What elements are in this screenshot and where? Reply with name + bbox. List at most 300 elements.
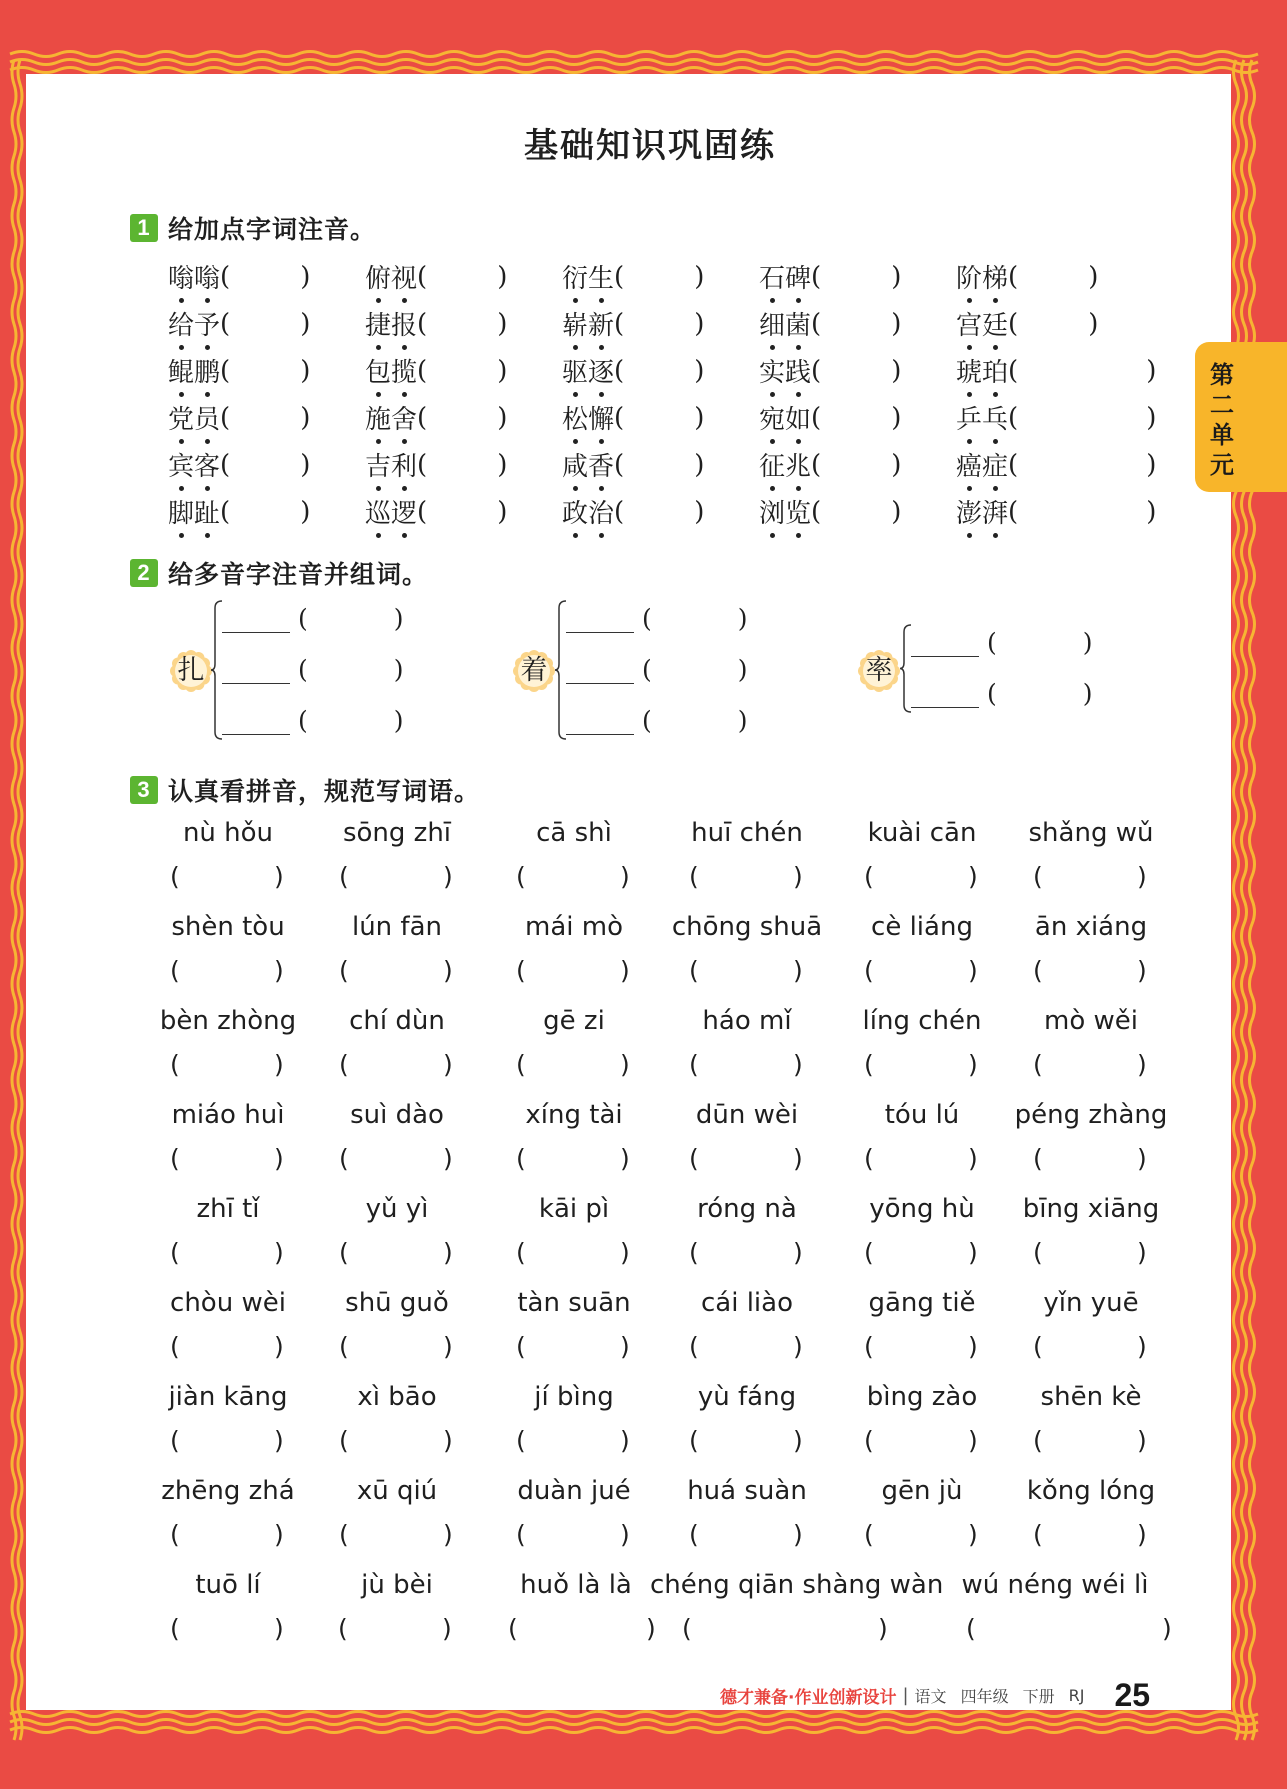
answer-close-paren: )	[443, 956, 453, 985]
pinyin-word-item	[956, 493, 1156, 530]
answer-blank[interactable]	[980, 1614, 1150, 1644]
pinyin-prompt: xū qiú	[356, 1476, 438, 1506]
pinyin-prompt: shēn kè	[1040, 1382, 1142, 1412]
answer-open-paren: (	[170, 1050, 180, 1079]
answer-blank[interactable]	[696, 1614, 866, 1644]
answer-close-paren: )	[274, 956, 284, 985]
answer-blank[interactable]	[184, 1614, 262, 1644]
pinyin-prompt: tàn suān	[517, 1288, 631, 1318]
answer-open-paren: (	[298, 655, 308, 684]
answer-blank[interactable]	[703, 862, 781, 892]
pinyin-word-item	[365, 258, 507, 295]
answer-blank[interactable]	[353, 1332, 431, 1362]
answer-open-paren: (	[1033, 1238, 1043, 1267]
pinyin-prompt: gē zi	[543, 1006, 605, 1036]
answer-open-paren: (	[689, 1332, 699, 1361]
answer-blank[interactable]	[353, 1426, 431, 1456]
answer-open-paren: (	[1033, 1050, 1043, 1079]
answer-open-paren: (	[298, 706, 308, 735]
answer-blank[interactable]	[1047, 1520, 1125, 1550]
polyphonic-char-badge	[857, 649, 901, 693]
answer-open-paren: (	[339, 862, 349, 891]
pinyin-prompt: nù hǒu	[182, 818, 274, 848]
answer-open-paren: (	[642, 706, 652, 735]
pinyin-word-item	[365, 493, 507, 530]
answer-open-paren: (	[417, 261, 428, 292]
answer-open-paren: (	[1033, 1332, 1043, 1361]
answer-close-paren: )	[1146, 355, 1157, 386]
answer-close-paren: )	[793, 1426, 803, 1455]
word-blank-line[interactable]	[222, 657, 290, 684]
dotted-character: 嗡	[168, 258, 194, 295]
answer-close-paren: )	[443, 1332, 453, 1361]
answer-blank[interactable]	[352, 1614, 430, 1644]
pinyin-word-item	[759, 258, 901, 295]
pinyin-prompt: wú néng wéi lì	[961, 1570, 1149, 1600]
answer-close-paren: )	[300, 308, 311, 339]
answer-blank[interactable]	[878, 1332, 956, 1362]
answer-close-paren: )	[620, 1050, 630, 1079]
answer-open-paren: (	[614, 402, 625, 433]
page-title: 基础知识巩固练	[524, 126, 776, 166]
answer-close-paren: )	[300, 261, 311, 292]
answer-open-paren: (	[339, 1520, 349, 1549]
answer-blank[interactable]	[530, 1426, 608, 1456]
pinyin-prompt: dūn wèi	[695, 1100, 799, 1130]
polyphonic-answer-row	[911, 628, 1093, 657]
answer-close-paren: )	[443, 1238, 453, 1267]
answer-open-paren: (	[1008, 261, 1019, 292]
answer-close-paren: )	[1137, 862, 1147, 891]
answer-open-paren: (	[220, 355, 231, 386]
dotted-character: 湃	[982, 493, 1008, 530]
dotted-character: 宛	[759, 399, 785, 436]
pinyin-prompt: shǎng wǔ	[1028, 818, 1154, 848]
pinyin-word-item	[365, 446, 507, 483]
answer-blank[interactable]	[184, 1238, 262, 1268]
pinyin-word-item	[759, 352, 901, 389]
answer-blank[interactable]	[703, 1332, 781, 1362]
word-blank-line[interactable]	[566, 657, 634, 684]
answer-close-paren: )	[620, 956, 630, 985]
dotted-character: 员	[194, 399, 220, 436]
answer-close-paren: )	[1137, 1050, 1147, 1079]
answer-open-paren: (	[864, 1332, 874, 1361]
answer-blank[interactable]	[184, 1332, 262, 1362]
answer-open-paren: (	[614, 308, 625, 339]
answer-close-paren: )	[793, 1144, 803, 1173]
answer-open-paren: (	[811, 449, 822, 480]
pinyin-prompt: róng nà	[697, 1194, 797, 1224]
page-footer	[720, 1677, 1150, 1714]
answer-close-paren: )	[443, 1520, 453, 1549]
polyphonic-char-badge	[169, 649, 213, 693]
answer-open-paren: (	[339, 1238, 349, 1267]
answer-open-paren: (	[516, 1520, 526, 1549]
answer-open-paren: (	[220, 261, 231, 292]
dotted-character: 脚	[168, 493, 194, 530]
word-blank-line[interactable]	[566, 606, 634, 633]
answer-blank[interactable]	[184, 1144, 262, 1174]
dotted-character: 吉	[365, 446, 391, 483]
footer-separator: |	[902, 1685, 909, 1706]
question-1-header	[130, 210, 376, 246]
pinyin-prompt: háo mǐ	[702, 1006, 792, 1036]
answer-blank[interactable]	[184, 1520, 262, 1550]
answer-close-paren: )	[1146, 449, 1157, 480]
pinyin-word-item	[956, 446, 1156, 483]
dotted-character: 如	[785, 399, 811, 436]
answer-close-paren: )	[620, 1426, 630, 1455]
answer-open-paren: (	[516, 1050, 526, 1079]
polyphonic-answer-row	[566, 604, 748, 633]
answer-open-paren: (	[864, 862, 874, 891]
answer-blank[interactable]	[703, 1238, 781, 1268]
answer-close-paren: )	[891, 261, 902, 292]
answer-open-paren: (	[1008, 355, 1019, 386]
footer-subject: 语文	[914, 1687, 947, 1706]
answer-open-paren: (	[1008, 496, 1019, 527]
question-1-number: 1	[130, 214, 158, 242]
pinyin-prompt: bìng zào	[866, 1382, 978, 1412]
answer-blank[interactable]	[530, 1520, 608, 1550]
unit-side-tab-label: 第二单元	[1210, 361, 1234, 479]
answer-close-paren: )	[878, 1614, 888, 1643]
answer-open-paren: (	[1033, 1426, 1043, 1455]
dotted-character: 新	[588, 305, 614, 342]
dotted-character: 揽	[391, 352, 417, 389]
answer-open-paren: (	[689, 1520, 699, 1549]
pinyin-prompt: bīng xiāng	[1022, 1194, 1160, 1224]
pinyin-prompt: cái liào	[700, 1288, 793, 1318]
pinyin-prompt: gāng tiě	[868, 1288, 976, 1318]
answer-blank[interactable]	[184, 862, 262, 892]
pinyin-word-item	[562, 352, 704, 389]
answer-close-paren: )	[1088, 261, 1099, 292]
dotted-character: 鹏	[194, 352, 220, 389]
answer-blank[interactable]	[184, 1426, 262, 1456]
answer-open-paren: (	[516, 1332, 526, 1361]
answer-close-paren: )	[891, 449, 902, 480]
pinyin-word-item	[168, 305, 310, 342]
answer-close-paren: )	[793, 956, 803, 985]
question-2-number: 2	[130, 559, 158, 587]
answer-open-paren: (	[682, 1614, 692, 1643]
polyphonic-char: 扎	[177, 655, 205, 686]
dotted-character: 咸	[562, 446, 588, 483]
answer-blank[interactable]	[703, 956, 781, 986]
pinyin-word-item	[365, 399, 507, 436]
answer-blank[interactable]	[353, 1520, 431, 1550]
answer-blank[interactable]	[184, 1050, 262, 1080]
word-blank-line[interactable]	[566, 708, 634, 735]
dotted-character: 衍	[562, 258, 588, 295]
dotted-character: 客	[194, 446, 220, 483]
answer-open-paren: (	[170, 1144, 180, 1173]
answer-close-paren: )	[393, 655, 404, 684]
dotted-character: 香	[588, 446, 614, 483]
answer-open-paren: (	[516, 1426, 526, 1455]
answer-blank[interactable]	[353, 1050, 431, 1080]
answer-open-paren: (	[689, 956, 699, 985]
pinyin-prompt: suì dào	[350, 1100, 444, 1130]
dotted-character: 澎	[956, 493, 982, 530]
answer-close-paren: )	[1082, 628, 1093, 657]
answer-open-paren: (	[642, 604, 652, 633]
answer-blank[interactable]	[878, 862, 956, 892]
dotted-character: 兆	[785, 446, 811, 483]
answer-blank[interactable]	[878, 1050, 956, 1080]
dotted-character: 包	[365, 352, 391, 389]
answer-close-paren: )	[497, 496, 508, 527]
answer-blank[interactable]	[530, 1144, 608, 1174]
answer-open-paren: (	[339, 1144, 349, 1173]
answer-close-paren: )	[737, 706, 748, 735]
answer-open-paren: (	[339, 956, 349, 985]
answer-blank[interactable]	[530, 956, 608, 986]
answer-open-paren: (	[864, 1426, 874, 1455]
answer-close-paren: )	[968, 1238, 978, 1267]
answer-open-paren: (	[170, 862, 180, 891]
dotted-character: 趾	[194, 493, 220, 530]
pinyin-prompt: péng zhàng	[1014, 1100, 1168, 1130]
answer-close-paren: )	[891, 355, 902, 386]
dotted-character: 览	[785, 493, 811, 530]
pinyin-prompt: lún fān	[351, 912, 442, 942]
pinyin-prompt: shū guǒ	[345, 1288, 449, 1318]
answer-blank[interactable]	[353, 862, 431, 892]
dotted-character: 舍	[391, 399, 417, 436]
answer-close-paren: )	[1137, 956, 1147, 985]
question-2-header	[130, 555, 428, 591]
answer-open-paren: (	[1008, 308, 1019, 339]
answer-close-paren: )	[300, 355, 311, 386]
answer-blank[interactable]	[353, 956, 431, 986]
pinyin-prompt: zhēng zhá	[161, 1476, 295, 1506]
polyphonic-answer-row	[222, 604, 404, 633]
dotted-character: 实	[759, 352, 785, 389]
answer-open-paren: (	[864, 956, 874, 985]
pinyin-prompt: tuō lí	[195, 1570, 261, 1600]
pinyin-prompt: cè liáng	[871, 912, 973, 942]
pinyin-word-item	[562, 258, 704, 295]
answer-blank[interactable]	[530, 1332, 608, 1362]
dotted-character: 宾	[168, 446, 194, 483]
dotted-character: 逻	[391, 493, 417, 530]
dotted-character: 视	[391, 258, 417, 295]
answer-blank[interactable]	[703, 1050, 781, 1080]
dotted-character: 利	[391, 446, 417, 483]
answer-open-paren: (	[339, 1050, 349, 1079]
question-2-text: 给多音字注音并组词。	[168, 560, 429, 589]
answer-open-paren: (	[689, 1238, 699, 1267]
word-blank-line[interactable]	[911, 681, 979, 708]
answer-open-paren: (	[338, 1614, 348, 1643]
answer-blank[interactable]	[353, 1144, 431, 1174]
answer-blank[interactable]	[1047, 862, 1125, 892]
pinyin-word-item	[365, 352, 507, 389]
answer-open-paren: (	[220, 496, 231, 527]
answer-open-paren: (	[339, 1426, 349, 1455]
polyphonic-char: 率	[865, 655, 893, 686]
word-blank-line[interactable]	[911, 630, 979, 657]
answer-open-paren: (	[811, 261, 822, 292]
answer-blank[interactable]	[184, 956, 262, 986]
answer-open-paren: (	[516, 1238, 526, 1267]
answer-open-paren: (	[642, 655, 652, 684]
answer-blank[interactable]	[878, 1144, 956, 1174]
answer-blank[interactable]	[703, 1520, 781, 1550]
answer-close-paren: )	[1088, 308, 1099, 339]
footer-term: 下册	[1022, 1687, 1055, 1706]
answer-close-paren: )	[393, 604, 404, 633]
pinyin-word-item	[562, 305, 704, 342]
dotted-character: 懈	[588, 399, 614, 436]
answer-close-paren: )	[891, 402, 902, 433]
answer-close-paren: )	[274, 1614, 284, 1643]
answer-blank[interactable]	[1047, 956, 1125, 986]
pinyin-word-item	[759, 305, 901, 342]
pinyin-prompt: kuài cān	[867, 818, 977, 848]
answer-blank[interactable]	[530, 1050, 608, 1080]
answer-open-paren: (	[417, 355, 428, 386]
answer-open-paren: (	[689, 862, 699, 891]
answer-open-paren: (	[339, 1332, 349, 1361]
answer-open-paren: (	[811, 355, 822, 386]
pinyin-word-item	[168, 399, 310, 436]
answer-blank[interactable]	[878, 956, 956, 986]
answer-open-paren: (	[508, 1614, 518, 1643]
dotted-character: 廷	[982, 305, 1008, 342]
pinyin-prompt: jù bèi	[361, 1570, 433, 1600]
pinyin-prompt: yù fáng	[697, 1382, 797, 1412]
pinyin-word-item	[759, 493, 901, 530]
pinyin-prompt: cā shì	[536, 818, 612, 848]
answer-close-paren: )	[300, 449, 311, 480]
answer-close-paren: )	[1137, 1426, 1147, 1455]
footer-grade: 四年级	[960, 1687, 1009, 1706]
answer-blank[interactable]	[878, 1426, 956, 1456]
word-blank-line[interactable]	[222, 708, 290, 735]
dotted-character: 给	[168, 305, 194, 342]
answer-open-paren: (	[170, 1426, 180, 1455]
pinyin-prompt: chōng shuā	[671, 912, 823, 942]
dotted-character: 鲲	[168, 352, 194, 389]
answer-close-paren: )	[968, 1144, 978, 1173]
answer-blank[interactable]	[530, 862, 608, 892]
answer-open-paren: (	[417, 449, 428, 480]
polyphonic-answer-row	[222, 655, 404, 684]
word-blank-line[interactable]	[222, 606, 290, 633]
answer-close-paren: )	[620, 1332, 630, 1361]
polyphonic-answer-row	[566, 655, 748, 684]
pinyin-prompt: bèn zhòng	[159, 1006, 297, 1036]
answer-close-paren: )	[497, 308, 508, 339]
answer-close-paren: )	[274, 1144, 284, 1173]
pinyin-prompt: líng chén	[862, 1006, 982, 1036]
answer-close-paren: )	[497, 355, 508, 386]
answer-close-paren: )	[443, 862, 453, 891]
answer-blank[interactable]	[530, 1238, 608, 1268]
answer-close-paren: )	[793, 1520, 803, 1549]
answer-blank[interactable]	[1047, 1238, 1125, 1268]
answer-open-paren: (	[689, 1426, 699, 1455]
answer-open-paren: (	[220, 402, 231, 433]
pinyin-word-item	[759, 446, 901, 483]
page-number: 25	[1114, 1677, 1151, 1713]
answer-open-paren: (	[417, 496, 428, 527]
answer-close-paren: )	[694, 355, 705, 386]
question-3-header	[130, 772, 480, 808]
polyphonic-answer-row	[222, 706, 404, 735]
pinyin-prompt: yǔ yì	[365, 1194, 429, 1224]
answer-open-paren: (	[864, 1050, 874, 1079]
pinyin-prompt: tóu lú	[884, 1100, 960, 1130]
pinyin-prompt: kǒng lóng	[1026, 1476, 1156, 1506]
answer-open-paren: (	[811, 402, 822, 433]
answer-open-paren: (	[1033, 1520, 1043, 1549]
answer-close-paren: )	[1137, 1332, 1147, 1361]
answer-blank[interactable]	[703, 1426, 781, 1456]
answer-blank[interactable]	[878, 1238, 956, 1268]
answer-close-paren: )	[793, 1332, 803, 1361]
answer-close-paren: )	[891, 496, 902, 527]
pinyin-prompt: xíng tài	[525, 1100, 623, 1130]
answer-close-paren: )	[793, 862, 803, 891]
answer-close-paren: )	[1146, 496, 1157, 527]
pinyin-prompt: shèn tòu	[171, 912, 285, 942]
answer-close-paren: )	[694, 449, 705, 480]
answer-close-paren: )	[274, 1520, 284, 1549]
answer-close-paren: )	[443, 1050, 453, 1079]
answer-blank[interactable]	[353, 1238, 431, 1268]
dotted-character: 碑	[785, 258, 811, 295]
dotted-character: 浏	[759, 493, 785, 530]
answer-open-paren: (	[170, 1520, 180, 1549]
answer-close-paren: )	[443, 1426, 453, 1455]
answer-blank[interactable]	[878, 1520, 956, 1550]
answer-blank[interactable]	[1047, 1050, 1125, 1080]
pinyin-prompt: huī chén	[691, 818, 803, 848]
answer-blank[interactable]	[522, 1614, 634, 1644]
dotted-character: 石	[759, 258, 785, 295]
answer-open-paren: (	[811, 308, 822, 339]
answer-close-paren: )	[694, 496, 705, 527]
answer-close-paren: )	[1162, 1614, 1172, 1643]
answer-close-paren: )	[620, 1144, 630, 1173]
answer-blank[interactable]	[703, 1144, 781, 1174]
pinyin-prompt: sōng zhī	[342, 818, 452, 848]
answer-open-paren: (	[1033, 1144, 1043, 1173]
answer-close-paren: )	[793, 1238, 803, 1267]
answer-blank[interactable]	[1047, 1332, 1125, 1362]
polyphonic-char-badge	[512, 649, 556, 693]
dotted-character: 细	[759, 305, 785, 342]
answer-close-paren: )	[646, 1614, 656, 1643]
answer-open-paren: (	[864, 1520, 874, 1549]
pinyin-word-item	[956, 305, 1098, 342]
answer-close-paren: )	[274, 862, 284, 891]
answer-open-paren: (	[220, 449, 231, 480]
pinyin-prompt: huǒ là là	[520, 1570, 632, 1600]
answer-close-paren: )	[793, 1050, 803, 1079]
answer-blank[interactable]	[1047, 1144, 1125, 1174]
dotted-character: 践	[785, 352, 811, 389]
footer-brand: 德才兼备·作业创新设计	[720, 1688, 897, 1708]
answer-blank[interactable]	[1047, 1426, 1125, 1456]
answer-close-paren: )	[274, 1238, 284, 1267]
dotted-character: 俯	[365, 258, 391, 295]
